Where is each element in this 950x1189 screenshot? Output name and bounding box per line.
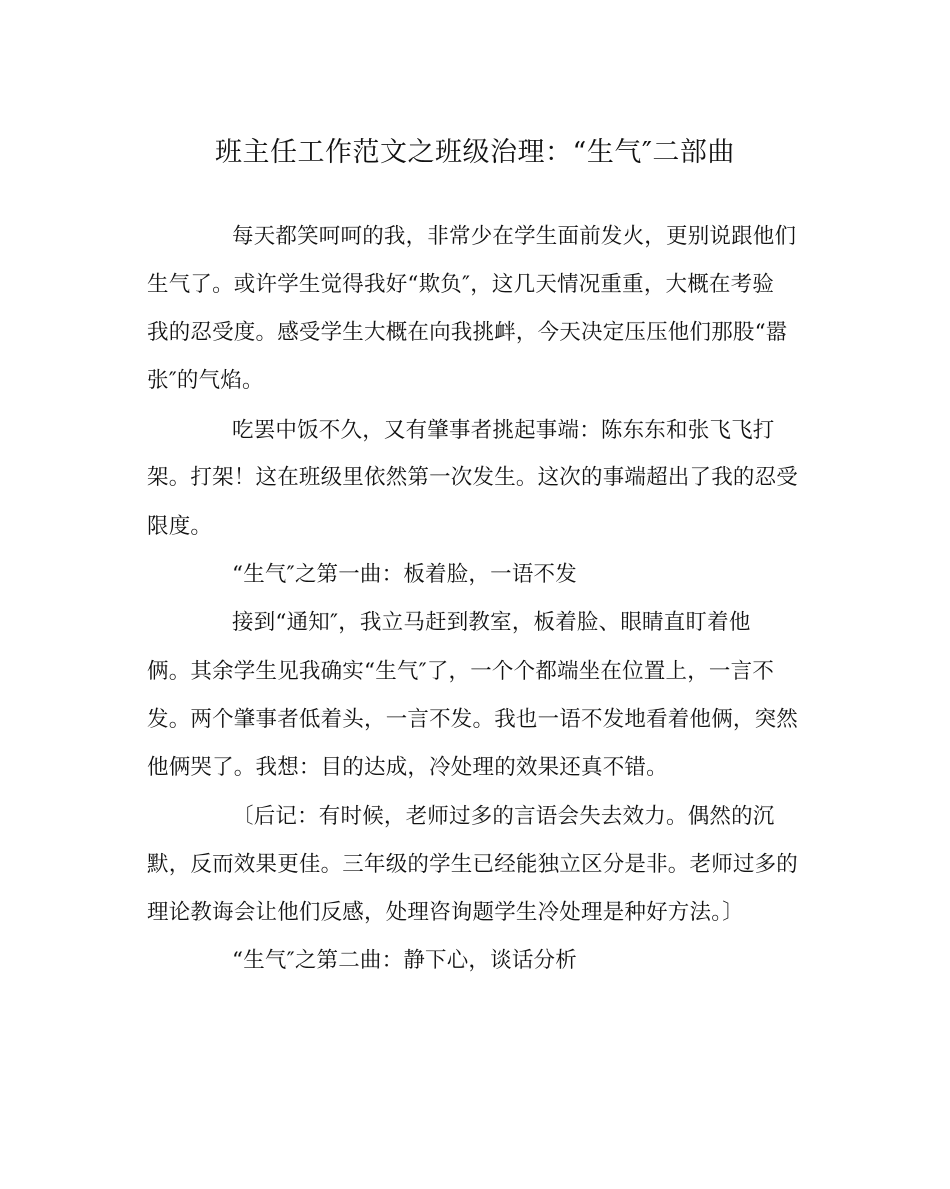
paragraph-line: 理论教诲会让他们反感，处理咨询题学生冷处理是种好方法。〕 [147,900,744,925]
paragraph-line: 我的忍受度。感受学生大概在向我挑衅，今天决定压压他们那股“嚣 [147,320,788,345]
section-heading: “生气″之第一曲：板着脸，一语不发 [232,562,577,587]
paragraph-line: 接到“通知″，我立马赶到教室，板着脸、眼睛直盯着他 [232,610,751,635]
paragraph-line: 限度。 [147,514,213,539]
paragraph-line: 吃罢中饭不久，又有肇事者挑起事端：陈东东和张飞飞打 [232,418,775,443]
section-heading: “生气″之第二曲：静下心，谈话分析 [232,948,577,973]
paragraph-line: 架。打架！这在班级里依然第一次发生。这次的事端超出了我的忍受 [147,465,799,490]
paragraph-line: 每天都笑呵呵的我，非常少在学生面前发火，更别说跟他们 [232,224,797,249]
paragraph-line: 俩。其余学生见我确实“生气″了，一个个都端坐在位置上，一言不 [147,659,775,684]
paragraph-line: 生气了。或许学生觉得我好“欺负″，这几天情况重重，大概在考验 [147,272,775,297]
document-title: 班主任工作范文之班级治理：“生气″二部曲 [215,137,735,168]
paragraph-line: 默，反而效果更佳。三年级的学生已经能独立区分是非。老师过多的 [147,852,799,877]
paragraph-line: 发。两个肇事者低着头，一言不发。我也一语不发地看着他俩，突然 [147,707,799,732]
paragraph-line: 张″的气焰。 [147,368,264,393]
paragraph-line: 他俩哭了。我想：目的达成，冷处理的效果还真不错。 [147,755,668,780]
paragraph-line: 〔后记：有时候，老师过多的言语会失去效力。偶然的沉 [232,804,775,829]
